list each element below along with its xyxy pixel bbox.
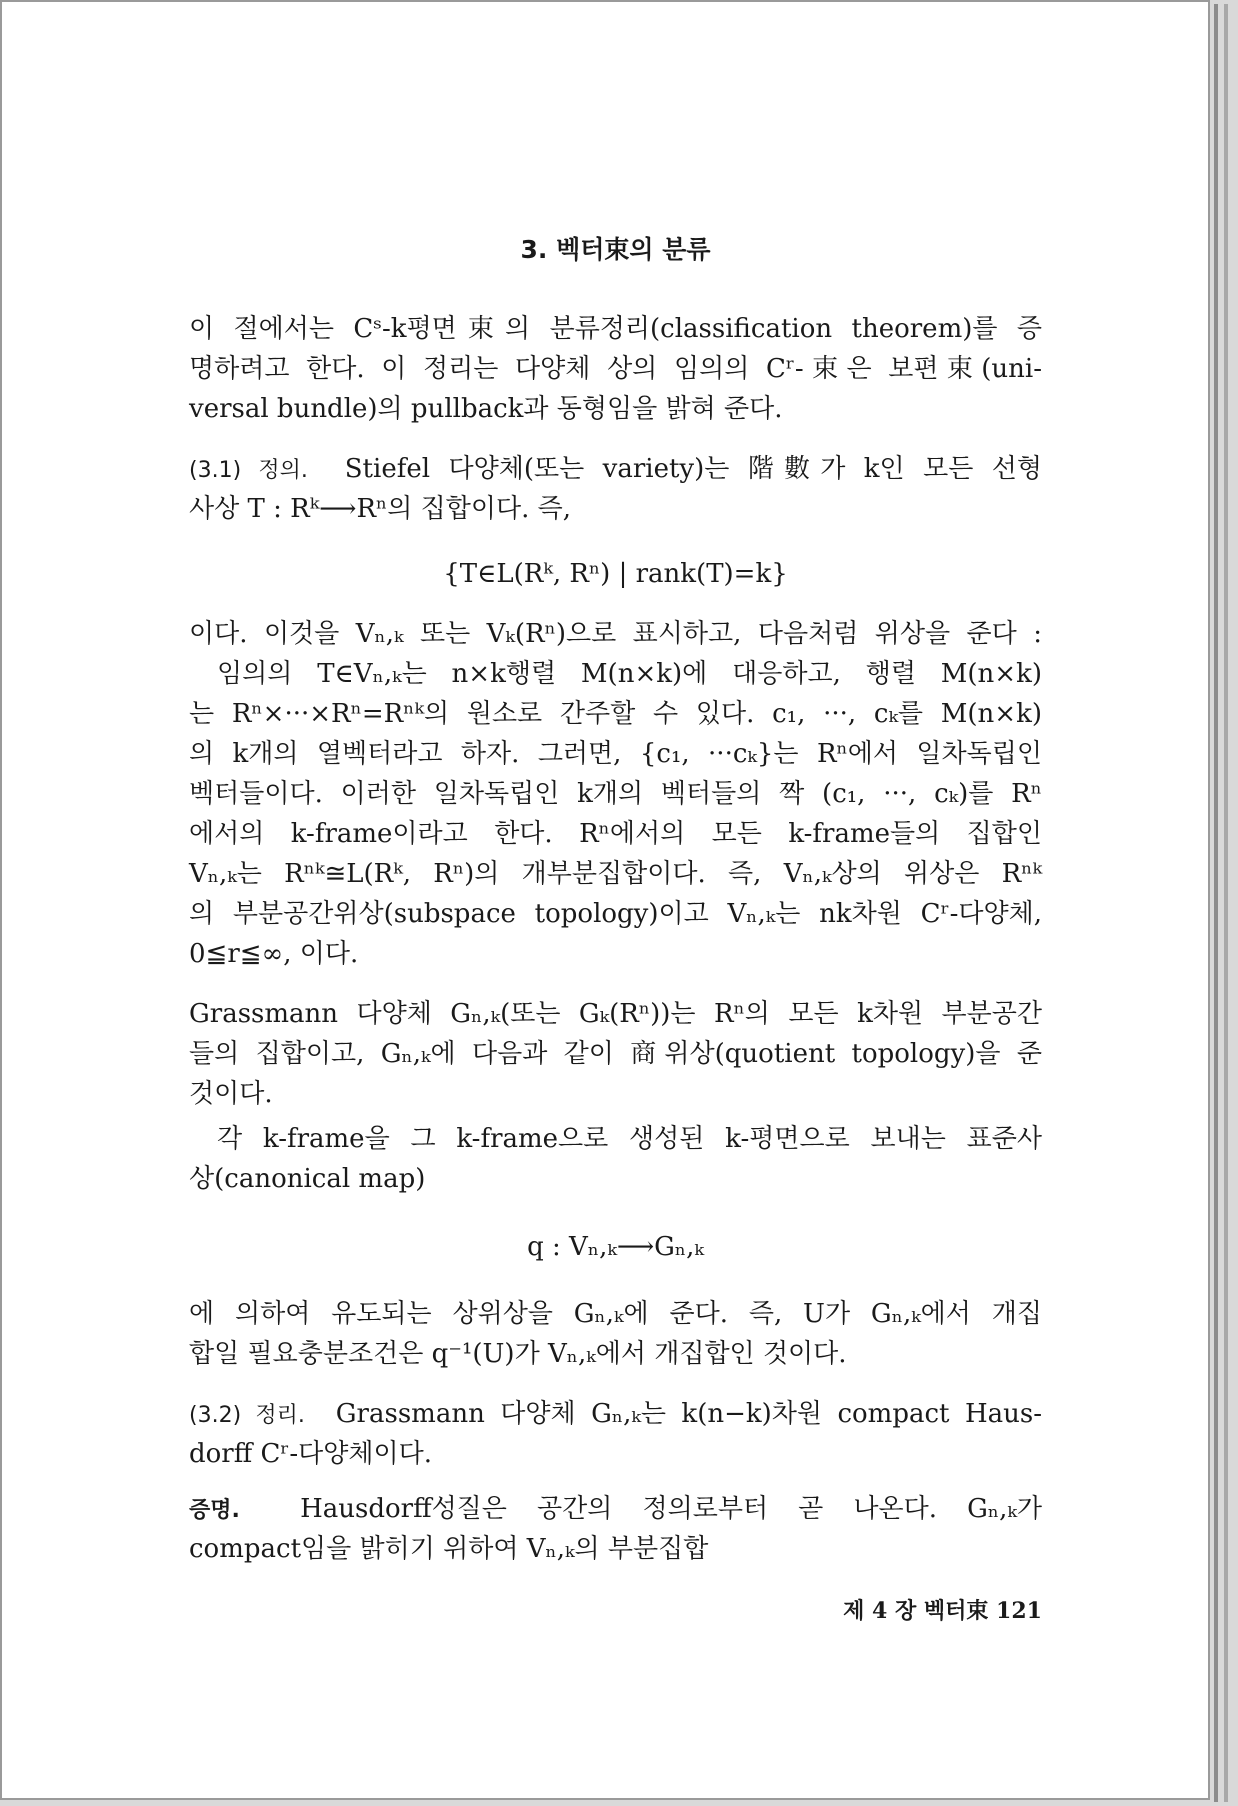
- proof-label: 증명.: [189, 1498, 240, 1523]
- map-formula: q : Vₙ,ₖ⟶Gₙ,ₖ: [527, 1232, 704, 1262]
- section-title: 3. 벡터束의 분류: [520, 235, 711, 264]
- body-line-7: Vₙ,ₖ는 Rⁿᵏ≅L(Rᵏ, Rⁿ)의 개부분집합이다. 즉, Vₙ,ₖ상의 위상은 Rⁿᵏ: [189, 859, 1042, 889]
- body-line-2: 임의의 T∈Vₙ,ₖ는 n×k행렬 M(n×k)에 대응하고, 행렬 M(n×k): [217, 659, 1042, 689]
- definition-line-2: 사상 T : Rᵏ⟶Rⁿ의 집합이다. 즉,: [189, 494, 572, 524]
- frame-line-2: 상(canonical map): [189, 1164, 426, 1194]
- body-line-4: 의 k개의 열벡터라고 하자. 그러면, {c₁, ···cₖ}는 Rⁿ에서 일차독립인: [189, 739, 1042, 769]
- page-edge-1: [1214, 4, 1218, 1802]
- body-line-5: 벡터들이다. 이러한 일차독립인 k개의 벡터들의 짝 (c₁, ···, cₖ)를 Rⁿ: [189, 779, 1042, 809]
- induced-line-1: 에 의하여 유도되는 상위상을 Gₙ,ₖ에 준다. 즉, U가 Gₙ,ₖ에서 개집: [189, 1299, 1042, 1329]
- proof-line-1: [189, 1494, 1042, 1526]
- page-edge-2: [1224, 4, 1228, 1802]
- proof-line-2: compact임을 밝히기 위하여 Vₙ,ₖ의 부분집합: [189, 1534, 709, 1564]
- theorem-line-1: [189, 1399, 1042, 1431]
- body-line-3: 는 Rⁿ×···×Rⁿ=Rⁿᵏ의 원소로 간주할 수 있다. c₁, ···, cₖ를 M(n×k): [189, 699, 1042, 729]
- theorem-label: (3.2) 정리.: [189, 1403, 305, 1428]
- body-line-6: 에서의 k-frame이라고 한다. Rⁿ에서의 모든 k-frame들의 집합인: [189, 819, 1042, 849]
- grassmann-line-2: 들의 집합이고, Gₙ,ₖ에 다음과 같이 商위상(quotient topology)을 준: [189, 1039, 1042, 1069]
- grassmann-line-3: 것이다.: [189, 1079, 273, 1109]
- intro-line-1: 이 절에서는 Cˢ-k평면束의 분류정리(classification theorem)를 증: [189, 314, 1042, 344]
- theorem-text-1: Grassmann 다양체 Gₙ,ₖ는 k(n−k)차원 compact Haus-: [335, 1399, 1042, 1429]
- page-footer: 제 4 장 벡터束 121: [843, 1598, 1042, 1624]
- induced-line-2: 합일 필요충분조건은 q⁻¹(U)가 Vₙ,ₖ에서 개집합인 것이다.: [189, 1339, 847, 1369]
- body-line-8: 의 부분공간위상(subspace topology)이고 Vₙ,ₖ는 nk차원 Cʳ-다양체,: [189, 899, 1042, 929]
- body-line-1: 이다. 이것을 Vₙ,ₖ 또는 Vₖ(Rⁿ)으로 표시하고, 다음처럼 위상을 준다 :: [189, 619, 1042, 649]
- intro-line-2: 명하려고 한다. 이 정리는 다양체 상의 임의의 Cʳ-束은 보편束(uni-: [189, 354, 1042, 384]
- grassmann-line-1: Grassmann 다양체 Gₙ,ₖ(또는 Gₖ(Rⁿ))는 Rⁿ의 모든 k차원 부분공간: [189, 999, 1042, 1029]
- frame-line-1: 각 k-frame을 그 k-frame으로 생성된 k-평면으로 보내는 표준사: [217, 1124, 1042, 1154]
- intro-line-3: versal bundle)의 pullback과 동형임을 밝혀 준다.: [189, 394, 783, 424]
- proof-text-1: Hausdorff성질은 공간의 정의로부터 곧 나온다. Gₙ,ₖ가: [300, 1494, 1043, 1524]
- definition-formula: {T∈L(Rᵏ, Rⁿ) | rank(T)=k}: [443, 559, 788, 589]
- body-line-9: 0≦r≦∞, 이다.: [189, 939, 359, 969]
- definition-text-1: Stiefel 다양체(또는 variety)는 階數가 k인 모든 선형: [344, 454, 1042, 484]
- theorem-line-2: dorff Cʳ-다양체이다.: [189, 1439, 433, 1469]
- definition-line-1: [189, 454, 1042, 486]
- definition-label: (3.1) 정의.: [189, 458, 308, 483]
